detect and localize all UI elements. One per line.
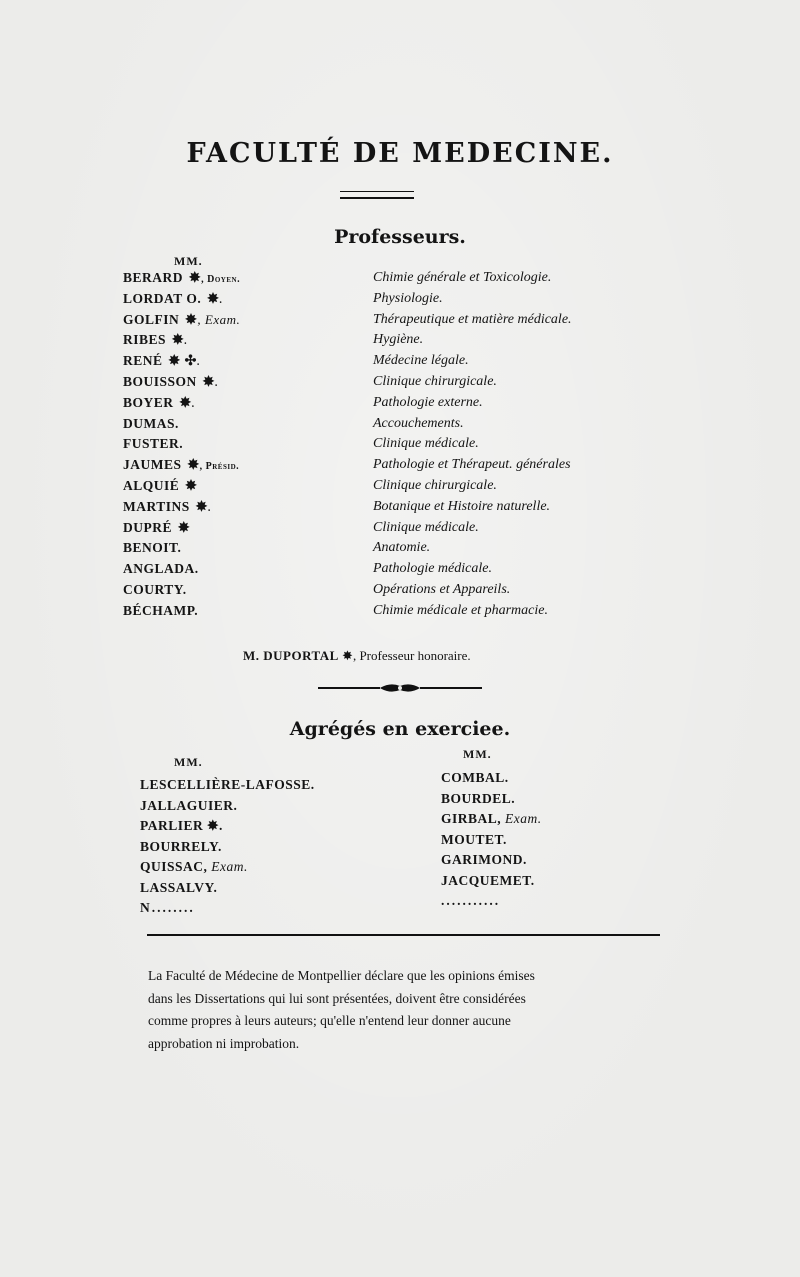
professor-subject: Anatomie.	[373, 540, 431, 556]
professor-row	[123, 436, 643, 457]
footer-rule	[147, 934, 660, 936]
notice-line: approbation ni improbation.	[148, 1035, 300, 1051]
professor-subject: Clinique chirurgicale.	[373, 373, 497, 389]
agrege-entry	[140, 798, 400, 819]
decoration-star-icon: ✸	[187, 458, 200, 474]
professor-row	[123, 332, 643, 353]
professor-name: RIBES	[123, 332, 167, 348]
professor-row	[123, 603, 643, 624]
ornament-divider-icon	[318, 681, 482, 695]
agrege-name: BOURRELY.	[140, 838, 222, 854]
decoration-star-icon: ✸	[179, 395, 192, 411]
professor-note: .	[214, 377, 218, 389]
agreges-left-column	[140, 777, 400, 921]
agrege-name: LESCELLIÈRE-LAFOSSE.	[140, 777, 315, 792]
page-title: FACULTÉ DE MEDECINE.	[186, 138, 614, 169]
agrege-name: ...........	[441, 893, 501, 908]
professor-subject: Pathologie et Thérapeut. générales	[373, 457, 571, 473]
agreges-left-mm: MM.	[174, 755, 203, 769]
notice-line: comme propres à leurs auteurs; qu'elle n'entend leur donner aucune	[148, 1013, 511, 1028]
honorary-professor	[243, 648, 471, 664]
decoration-star-icon: ✸	[171, 333, 185, 349]
professor-subject: Physiologie.	[373, 290, 443, 306]
agrege-name: GARIMOND.	[441, 852, 527, 867]
professor-name: BOYER	[123, 394, 174, 410]
decoration-star-icon: ✸	[185, 478, 198, 494]
professor-entry	[123, 395, 195, 412]
agrege-entry	[140, 777, 400, 798]
professor-row	[123, 353, 643, 374]
professor-entry	[123, 436, 183, 452]
agrege-entry	[441, 873, 701, 894]
professor-name: DUPRÉ	[123, 519, 172, 535]
agrege-entry	[140, 839, 400, 860]
decoration-star-icon: ✸	[177, 520, 191, 536]
professor-row	[123, 478, 643, 499]
professor-name: FUSTER.	[123, 436, 184, 452]
agrege-entry	[441, 791, 701, 812]
professor-entry	[123, 582, 187, 598]
professor-note: , Exam.	[197, 311, 241, 327]
agrege-entry	[140, 900, 400, 921]
notice-line: La Faculté de Médecine de Montpellier déclare que les opinions émises	[148, 968, 535, 983]
professor-entry	[123, 312, 240, 329]
professor-row	[123, 582, 643, 603]
professor-note: , Doyen.	[201, 274, 241, 285]
agrege-name: JALLAGUIER.	[140, 797, 238, 813]
professor-entry	[123, 457, 239, 474]
professor-note: .	[219, 294, 223, 306]
agreges-heading: Agrégés en exerciee.	[289, 718, 511, 740]
professor-entry	[123, 520, 190, 537]
professor-row	[123, 520, 643, 541]
professor-name: BENOIT.	[123, 540, 182, 556]
professor-row	[123, 561, 643, 582]
professor-entry	[123, 270, 240, 287]
professor-note: .	[207, 502, 211, 514]
professor-subject: Chimie médicale et pharmacie.	[373, 602, 548, 618]
professor-row	[123, 540, 643, 561]
agrege-entry	[441, 811, 701, 832]
decoration-star-icon: ✸	[202, 374, 215, 390]
professor-subject: Clinique chirurgicale.	[373, 477, 497, 493]
professor-name: BÉCHAMP.	[123, 602, 199, 618]
agrege-name: PARLIER ✸.	[140, 818, 223, 833]
agrege-name: N........	[140, 900, 195, 915]
professor-row	[123, 416, 643, 437]
decoration-star-icon: ✸	[188, 271, 202, 286]
title-underline	[340, 191, 414, 199]
agrege-name: BOURDEL.	[441, 790, 516, 806]
agrege-note: Exam.	[501, 811, 542, 826]
notice-line: dans les Dissertations qui lui sont présentées, doivent être considérées	[148, 990, 526, 1006]
agrege-name: LASSALVY.	[140, 879, 218, 895]
professors-mm: MM.	[174, 254, 203, 268]
professor-name: LORDAT O.	[123, 290, 202, 306]
professor-entry	[123, 353, 200, 370]
faculty-notice	[148, 965, 668, 1055]
professor-name: RENÉ	[123, 353, 163, 369]
agrege-entry	[441, 852, 701, 873]
professor-entry	[123, 561, 199, 577]
professor-subject: Médecine légale.	[373, 353, 469, 369]
professor-subject: Botanique et Histoire naturelle.	[373, 498, 551, 514]
agrege-name: COMBAL.	[441, 770, 509, 785]
professor-entry	[123, 416, 179, 432]
professor-entry	[123, 603, 198, 619]
professor-subject: Hygiène.	[373, 332, 424, 348]
professor-name: COURTY.	[123, 581, 187, 597]
professor-row	[123, 312, 643, 333]
professor-row	[123, 374, 643, 395]
agrege-name: MOUTET.	[441, 831, 507, 847]
professor-note: .	[184, 336, 188, 348]
professor-name: JAUMES	[123, 457, 182, 473]
professor-row	[123, 395, 643, 416]
professor-row	[123, 499, 643, 520]
decoration-star-icon: ✸	[342, 648, 353, 663]
professor-entry	[123, 499, 211, 516]
professor-name: BERARD	[123, 270, 184, 285]
decoration-star-icon: ✸	[195, 499, 208, 515]
professor-note: .	[191, 398, 195, 410]
professor-subject: Clinique médicale.	[373, 436, 479, 452]
agreges-right-mm: MM.	[463, 747, 492, 761]
agreges-right-column	[441, 770, 701, 914]
professor-row	[123, 457, 643, 478]
professor-name: GOLFIN	[123, 311, 180, 327]
professor-subject: Opérations et Appareils.	[373, 581, 511, 597]
agrege-entry	[441, 893, 701, 914]
professor-name: ALQUIÉ	[123, 477, 180, 493]
agrege-note: Exam.	[207, 859, 248, 874]
professor-subject: Chimie générale et Toxicologie.	[373, 270, 552, 285]
professors-heading: Professeurs.	[334, 226, 466, 248]
agrege-entry	[140, 818, 400, 839]
honorary-name: M. DUPORTAL	[243, 648, 339, 663]
professor-entry	[123, 540, 181, 556]
professor-subject: Clinique médicale.	[373, 519, 479, 535]
honorary-title: , Professeur honoraire.	[352, 648, 471, 663]
professor-note: , Présid.	[199, 461, 240, 473]
professor-entry	[123, 291, 222, 308]
professor-entry	[123, 332, 187, 349]
professor-note: .	[196, 357, 200, 369]
decoration-star-icon: ✸ ✣	[168, 354, 197, 370]
professor-subject: Pathologie externe.	[373, 394, 483, 410]
professor-row	[123, 270, 643, 291]
agrege-name: GIRBAL,	[441, 811, 502, 826]
agrege-entry	[441, 832, 701, 853]
professor-subject: Accouchements.	[373, 415, 464, 431]
professor-entry	[123, 374, 218, 391]
agrege-entry	[441, 770, 701, 791]
professor-name: DUMAS.	[123, 415, 179, 431]
professors-list	[123, 270, 643, 624]
professor-row	[123, 291, 643, 312]
agrege-entry	[140, 859, 400, 880]
decoration-star-icon: ✸	[207, 291, 220, 307]
agrege-name: QUISSAC,	[140, 859, 208, 874]
professor-name: ANGLADA.	[123, 561, 199, 577]
agrege-name: JACQUEMET.	[441, 872, 535, 888]
decoration-star-icon: ✸	[185, 312, 198, 328]
professor-subject: Thérapeutique et matière médicale.	[373, 311, 572, 327]
professor-name: BOUISSON	[123, 373, 197, 389]
agrege-entry	[140, 880, 400, 901]
professor-subject: Pathologie médicale.	[373, 561, 492, 577]
professor-name: MARTINS	[123, 498, 190, 514]
professor-entry	[123, 478, 197, 495]
